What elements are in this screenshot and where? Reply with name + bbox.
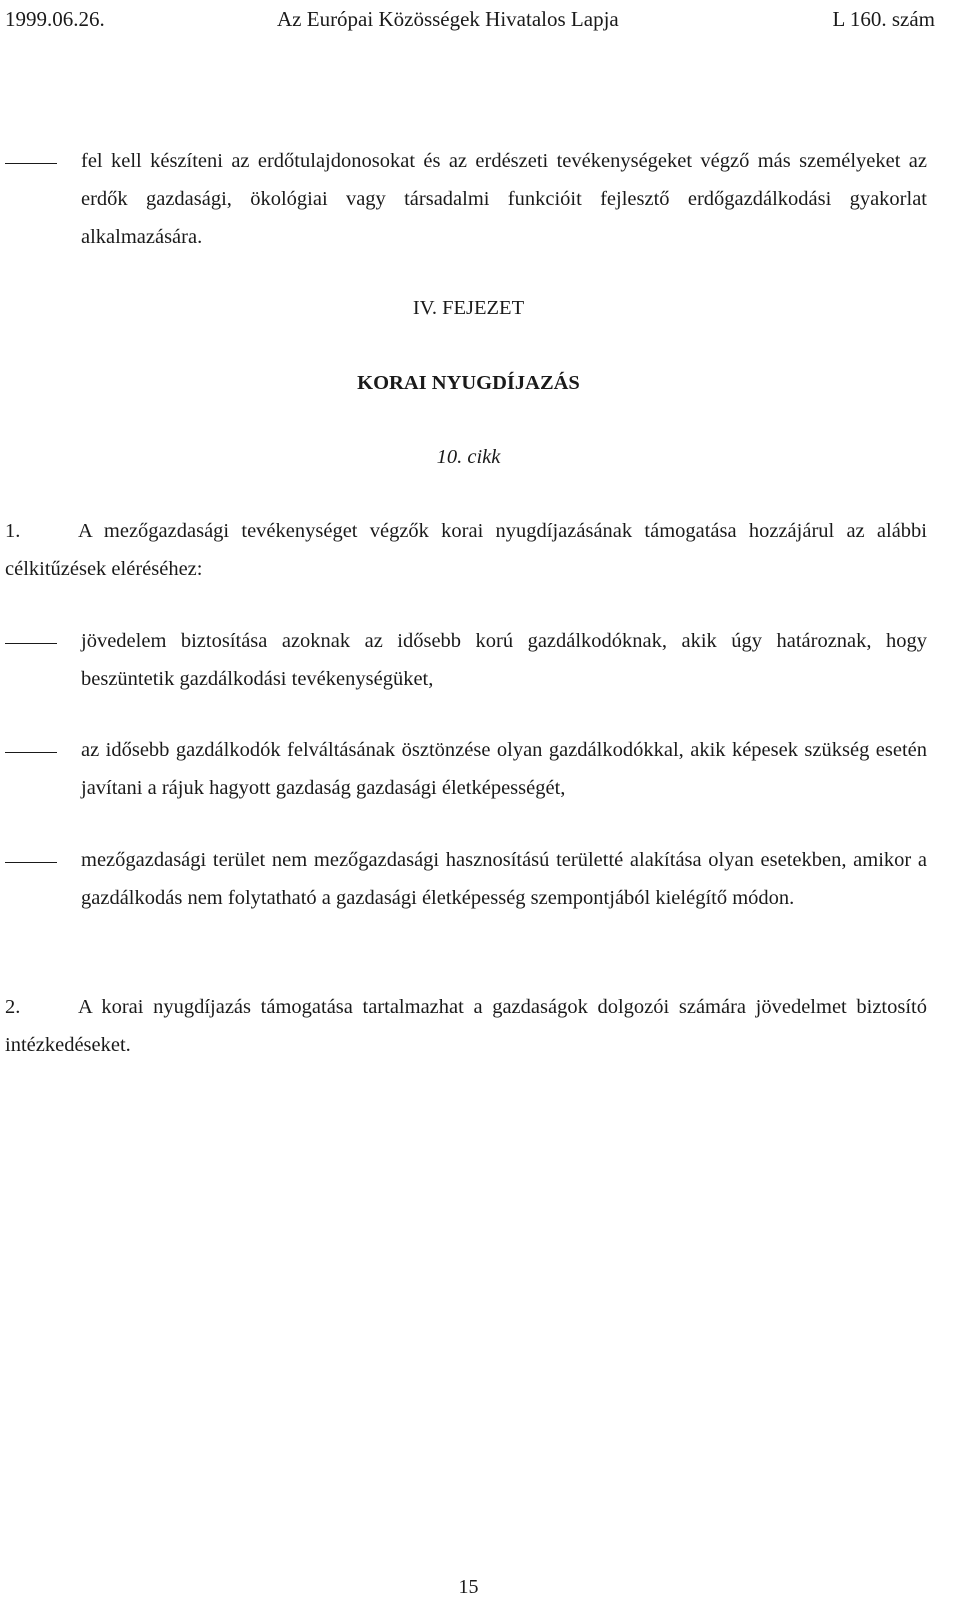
paragraph-2: [5, 988, 927, 1064]
article-heading: 10. cikk: [436, 446, 501, 468]
dash-bullet: [5, 142, 57, 180]
paragraph-1-text: A mezőgazdasági tevékenységet végzők korai nyugdíjazásának támogatása hozzájárul az alábbi célkitűzések eléréséhez:: [5, 520, 927, 580]
paragraph-1-number: 1.: [5, 520, 21, 542]
header-issue-number: L 160. szám: [832, 7, 935, 31]
page-number: 15: [458, 1576, 479, 1598]
header-journal-title: Az Európai Közösségek Hivatalos Lapja: [277, 7, 619, 31]
paragraph-2-text: A korai nyugdíjazás támogatása tartalmazhat a gazdaságok dolgozói számára jövedelmet biztosító intézkedéseket.: [5, 996, 927, 1056]
dash-bullet: [5, 622, 57, 660]
objective-text: mezőgazdasági terület nem mezőgazdasági hasznosítású területté alakítása olyan esetekben, amikor a gazdálkodás nem folytatható a gazdasági életképesség szempontjából kielégítő módon.: [81, 849, 927, 909]
objective-text: az idősebb gazdálkodók felváltásának ösztönzése olyan gazdálkodókkal, akik képesek szükség esetén javítani a rájuk hagyott gazdaság gazdasági életképességét,: [81, 739, 927, 799]
paragraph-2-number: 2.: [5, 996, 21, 1018]
page-header: [5, 4, 935, 34]
chapter-title: KORAI NYUGDÍJAZÁS: [357, 372, 580, 394]
header-date: 1999.06.26.: [5, 7, 105, 31]
intro-dash-text: fel kell készíteni az erdőtulajdonosokat és az erdészeti tevékenységeket végző más személyeket az erdők gazdasági, ökológiai vagy társadalmi funkcióit fejlesztő erdőgazdálkodási gyakorlat alkalmazására.: [81, 150, 927, 248]
chapter-number: IV. FEJEZET: [412, 297, 525, 319]
dash-bullet: [5, 731, 57, 769]
dash-bullet: [5, 841, 57, 879]
paragraph-1: [5, 512, 927, 588]
objective-text: jövedelem biztosítása azoknak az idősebb korú gazdálkodóknak, akik úgy határoznak, hogy beszüntetik gazdálkodási tevékenységüket,: [81, 630, 927, 690]
